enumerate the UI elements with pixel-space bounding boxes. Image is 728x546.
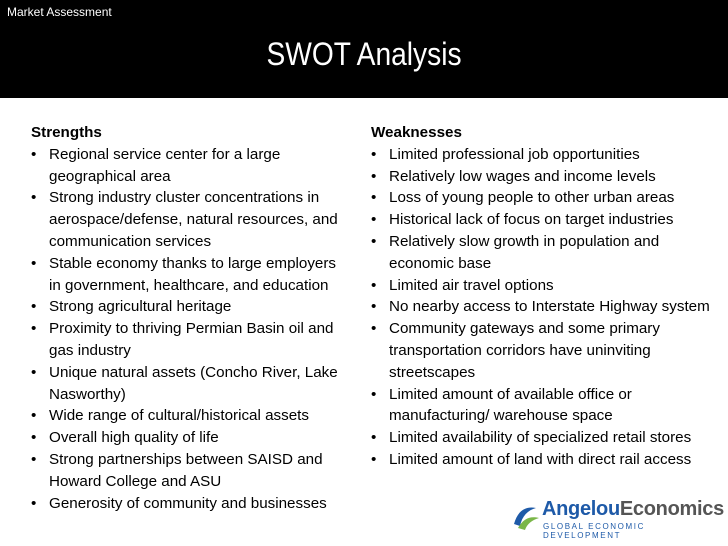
- slide-title: [44, 36, 685, 73]
- bullet-icon: •: [371, 167, 377, 185]
- weakness-item-text: Limited professional job opportunities: [389, 145, 640, 163]
- weakness-item: [371, 318, 711, 383]
- strengths-heading: Strengths: [31, 124, 102, 141]
- weakness-item-text: Relatively low wages and income levels: [389, 167, 656, 185]
- strength-item: [31, 362, 349, 406]
- weakness-item: [371, 449, 711, 471]
- strength-item-text: Strong industry cluster concentrations in aerospace/defense, natural resources, and communication services: [49, 189, 338, 250]
- strength-item-text: Strong partnerships between SAISD and Howard College and ASU: [49, 450, 323, 490]
- bullet-icon: •: [371, 211, 377, 229]
- bullet-icon: •: [31, 320, 37, 338]
- bullet-icon: •: [31, 189, 37, 207]
- bullet-icon: •: [31, 363, 37, 381]
- logo-mark-icon: [512, 500, 540, 530]
- bullet-icon: •: [31, 298, 37, 316]
- bullet-icon: •: [371, 189, 377, 207]
- weaknesses-heading: Weaknesses: [371, 124, 462, 141]
- strength-item-text: Wide range of cultural/historical assets: [49, 407, 309, 425]
- weakness-item-text: Limited air travel options: [389, 276, 554, 294]
- weakness-item: [371, 209, 711, 231]
- weaknesses-column: [371, 122, 711, 471]
- logo-name-part2: Economics: [619, 498, 724, 520]
- weakness-item-text: Limited availability of specialized retail stores: [389, 429, 692, 447]
- weakness-item-text: Historical lack of focus on target industries: [389, 211, 674, 229]
- strength-item-text: Overall high quality of life: [49, 429, 219, 447]
- strength-item: [31, 318, 349, 362]
- weakness-item: [371, 427, 711, 449]
- bullet-icon: •: [31, 494, 37, 512]
- bullet-icon: •: [371, 429, 377, 447]
- strength-item: [31, 253, 349, 297]
- bullet-icon: •: [31, 145, 37, 163]
- weakness-item: [371, 275, 711, 297]
- strength-item: [31, 405, 349, 427]
- strength-item-text: Stable economy thanks to large employers in government, healthcare, and education: [49, 254, 337, 294]
- section-label: Market Assessment: [7, 5, 112, 19]
- logo-tagline: GLOBAL ECONOMIC DEVELOPMENT: [543, 522, 645, 540]
- bullet-icon: •: [31, 254, 37, 272]
- strength-item: [31, 493, 349, 515]
- weakness-item-text: Limited amount of land with direct rail access: [389, 450, 692, 468]
- weakness-item: [371, 166, 711, 188]
- bullet-icon: •: [371, 450, 377, 468]
- strength-item: [31, 427, 349, 449]
- strength-item-text: Proximity to thriving Permian Basin oil and gas industry: [49, 320, 334, 359]
- strength-item: [31, 144, 349, 188]
- strengths-column: [31, 122, 349, 514]
- weakness-item: [371, 231, 711, 275]
- logo-name-part1: Angelou: [542, 498, 620, 520]
- strengths-list: [31, 144, 349, 515]
- strength-item: [31, 296, 349, 318]
- bullet-icon: •: [371, 232, 377, 250]
- bullet-icon: •: [371, 385, 377, 403]
- weakness-item-text: Limited amount of available office or manufacturing/ warehouse space: [389, 385, 632, 425]
- weakness-item-text: No nearby access to Interstate Highway system: [389, 298, 710, 316]
- weakness-item-text: Relatively slow growth in population and economic base: [389, 232, 660, 272]
- slide-title-text: SWOT Analysis: [266, 36, 462, 72]
- bullet-icon: •: [371, 145, 377, 163]
- strength-item: [31, 187, 349, 252]
- bullet-icon: •: [31, 407, 37, 425]
- weakness-item: [371, 384, 711, 428]
- strength-item: [31, 449, 349, 493]
- bullet-icon: •: [371, 320, 377, 338]
- strength-item-text: Regional service center for a large geographical area: [49, 145, 281, 185]
- bullet-icon: •: [31, 429, 37, 447]
- weakness-item: [371, 144, 711, 166]
- weaknesses-list: [371, 144, 711, 471]
- bullet-icon: •: [371, 276, 377, 294]
- weakness-item-text: Loss of young people to other urban areas: [389, 189, 675, 207]
- weakness-item: [371, 187, 711, 209]
- weakness-item-text: Community gateways and some primary transportation corridors have uninviting streetscapes: [389, 320, 660, 381]
- strength-item-text: Generosity of community and businesses: [49, 494, 327, 512]
- strength-item-text: Unique natural assets (Concho River, Lake Nasworthy): [49, 363, 338, 403]
- angelou-economics-logo: [512, 496, 724, 540]
- weakness-item: [371, 296, 711, 318]
- logo-name: [542, 498, 724, 521]
- bullet-icon: •: [371, 298, 377, 316]
- strength-item-text: Strong agricultural heritage: [49, 298, 232, 316]
- slide-header: [0, 0, 728, 98]
- bullet-icon: •: [31, 450, 37, 468]
